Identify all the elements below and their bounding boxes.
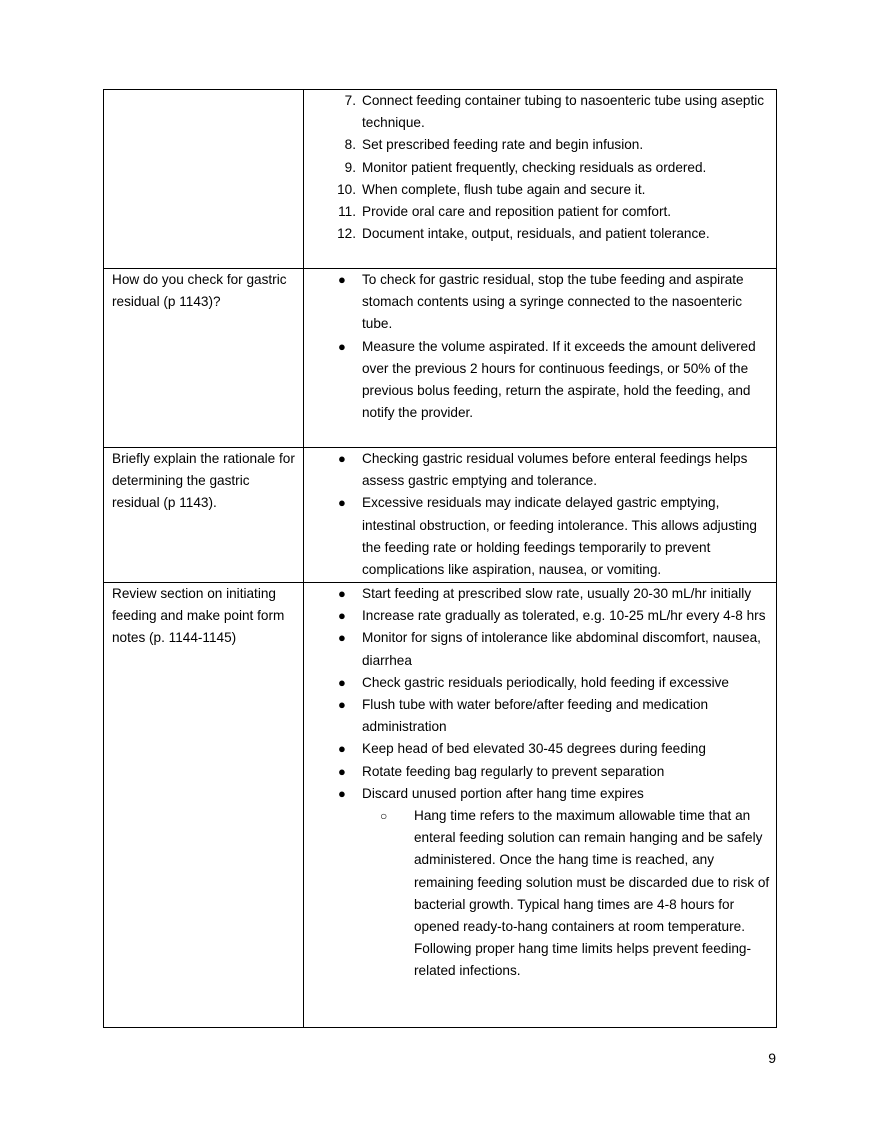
- list-item-text: To check for gastric residual, stop the tube feeding and aspirate stomach contents using a syringe connected to the nasoenteric tube.: [362, 272, 744, 332]
- bullet-icon: ●: [338, 608, 346, 624]
- list-item-text: Monitor patient frequently, checking residuals as ordered.: [362, 159, 707, 175]
- list-item: [304, 492, 770, 581]
- page-number: 9: [768, 1050, 776, 1066]
- list-item: [304, 627, 770, 671]
- question-text: Review section on initiating feeding and make point form notes (p. 1144-1145): [112, 586, 285, 646]
- list-item: [304, 783, 770, 983]
- answer-cell: [304, 269, 777, 448]
- list-item-text: Check gastric residuals periodically, hold feeding if excessive: [362, 674, 729, 690]
- answer-cell: [304, 583, 777, 1028]
- list-item: [304, 90, 770, 134]
- list-item-text: Discard unused portion after hang time expires: [362, 785, 644, 801]
- bullet-icon: ●: [338, 697, 346, 713]
- list-item: [304, 179, 770, 201]
- bullet-icon: ●: [338, 272, 346, 287]
- answer-cell: [304, 448, 777, 583]
- sub-list-item: [304, 805, 770, 983]
- list-item: [304, 336, 770, 425]
- list-item: [304, 223, 770, 245]
- list-item: [304, 448, 770, 492]
- list-item-text: Measure the volume aspirated. If it exceeds the amount delivered over the previous 2 hours for continuous feedings, or 50% of the previous bolus feeding, return the aspirate, hold the feeding, and notify the provider.: [362, 338, 756, 421]
- list-item-text: Increase rate gradually as tolerated, e.g. 10-25 mL/hr every 4-8 hrs: [362, 608, 766, 624]
- bullet-icon: ●: [338, 338, 346, 354]
- qa-table: [103, 89, 777, 1028]
- bullet-icon: ●: [338, 763, 346, 779]
- question-text: Briefly explain the rationale for determining the gastric residual (p 1143).: [112, 451, 295, 511]
- bullet-icon: ●: [338, 741, 346, 757]
- list-item-text: Set prescribed feeding rate and begin infusion.: [362, 137, 644, 153]
- table-row: [104, 269, 777, 448]
- list-number: 11.: [338, 204, 356, 220]
- list-item-text: Flush tube with water before/after feeding and medication administration: [362, 697, 709, 735]
- bullet-icon: ●: [338, 586, 346, 601]
- list-number: 9.: [344, 159, 356, 175]
- bullet-icon: ●: [338, 451, 346, 466]
- list-item-text: Provide oral care and reposition patient for comfort.: [362, 204, 672, 220]
- list-item-text: Excessive residuals may indicate delayed gastric emptying, intestinal obstruction, or feeding intolerance. This allows adjusting the feeding rate or holding feedings temporarily to prevent complications like aspiration, nausea, or vomiting.: [362, 495, 757, 578]
- list-number: 10.: [337, 181, 356, 197]
- list-item: [304, 583, 770, 605]
- list-item: [304, 694, 770, 738]
- bullet-list: [304, 269, 770, 424]
- list-item: [304, 605, 770, 627]
- table-row: [104, 90, 777, 269]
- bullet-icon: ●: [338, 495, 346, 511]
- list-item: [304, 761, 770, 783]
- bullet-icon: ●: [338, 785, 346, 801]
- list-item-text: Start feeding at prescribed slow rate, usually 20-30 mL/hr initially: [362, 586, 752, 601]
- sub-list-item-text: Hang time refers to the maximum allowable time that an enteral feeding solution can remain hanging and be safely administered. Once the hang time is reached, any remaining feeding solution must be discarded due to risk of bacterial growth. Typical hang times are 4-8 hours for opened ready-to-hang containers at room temperature. Following proper hang time limits helps prevent feeding-related infections.: [414, 808, 770, 979]
- bullet-icon: ●: [338, 674, 346, 690]
- list-item-text: Rotate feeding bag regularly to prevent separation: [362, 763, 665, 779]
- list-item: [304, 269, 770, 336]
- question-cell: [104, 90, 304, 269]
- question-text: How do you check for gastric residual (p 1143)?: [112, 272, 287, 310]
- list-item-text: Checking gastric residual volumes before enteral feedings helps assess gastric emptying and tolerance.: [362, 451, 748, 489]
- list-item: [304, 134, 770, 156]
- question-cell: [104, 583, 304, 1028]
- circle-bullet-icon: ○: [380, 809, 388, 824]
- table-row: [104, 448, 777, 583]
- list-item-text: Monitor for signs of intolerance like abdominal discomfort, nausea, diarrhea: [362, 630, 761, 668]
- list-item-text: Document intake, output, residuals, and patient tolerance.: [362, 226, 710, 242]
- question-cell: [104, 448, 304, 583]
- table-row: [104, 583, 777, 1028]
- list-number: 8.: [344, 137, 356, 153]
- bullet-icon: ●: [338, 630, 346, 646]
- answer-cell: [304, 90, 777, 269]
- question-cell: [104, 269, 304, 448]
- list-item-text: Connect feeding container tubing to nasoenteric tube using aseptic technique.: [362, 93, 765, 131]
- sub-bullet-list: [362, 805, 770, 983]
- bullet-list: [304, 583, 770, 983]
- numbered-list: [304, 90, 770, 245]
- list-item-text: Keep head of bed elevated 30-45 degrees during feeding: [362, 741, 706, 757]
- bullet-list: [304, 448, 770, 581]
- list-item: [304, 672, 770, 694]
- list-item-text: When complete, flush tube again and secure it.: [362, 181, 646, 197]
- list-item: [304, 201, 770, 223]
- list-number: 7.: [344, 93, 356, 108]
- list-item: [304, 157, 770, 179]
- list-item: [304, 738, 770, 760]
- list-number: 12.: [337, 226, 356, 242]
